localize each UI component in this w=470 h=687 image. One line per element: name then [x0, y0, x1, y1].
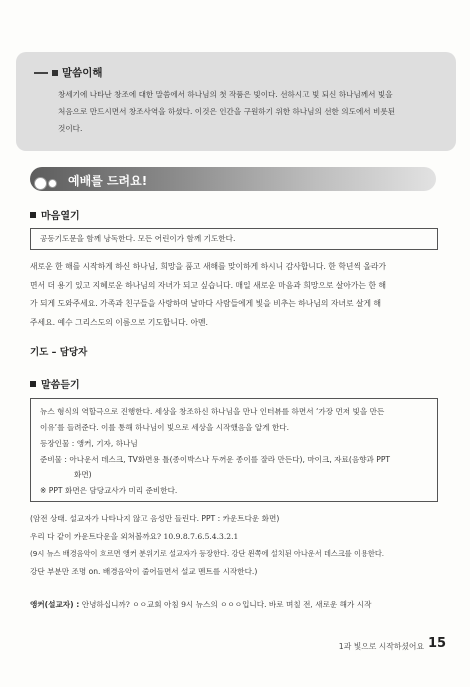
stage-direction: (9시 뉴스 배경음악이 흐르면 앵커 분위기로 설교자가 등장한다. 강단 왼쪽에 설치된 아나운서 데스크를 이용한다.	[30, 549, 385, 558]
skit-line: 뉴스 형식의 역할극으로 진행한다. 세상을 창조하신 하나님을 만나 인터뷰를 하면서 ‘가장 먼저 빛을 만든	[40, 407, 385, 416]
materials-line: 준비물 : 아나운서 데스크, TV화면용 틀(종이박스나 두꺼운 종이를 잘라 만든다), 마이크, 자료(음향과 PPT	[40, 455, 391, 464]
listening-heading	[30, 376, 80, 391]
word-understanding-heading	[34, 65, 103, 80]
anchor-label: 앵커(설교자) :	[30, 600, 80, 609]
paragraph-line: 것이다.	[58, 124, 83, 133]
skit-line: 이유’를 들려준다. 이를 통해 하나님이 빛으로 세상을 시작했음을 알게 한다.	[40, 423, 290, 432]
square-bullet-icon	[30, 381, 36, 387]
cast-line: 등장인물 : 앵커, 기자, 하나님	[40, 439, 138, 448]
circle-icon	[48, 179, 57, 188]
word-understanding-title: 말씀이해	[62, 67, 103, 79]
chapter-footer: 1과 빛으로 시작하셨어요	[338, 642, 424, 651]
word-understanding-text	[58, 86, 440, 137]
page-number: 15	[428, 636, 447, 651]
circle-icon	[34, 177, 47, 190]
common-prayer-text	[30, 258, 440, 332]
note-line: ※ PPT 화면은 담당교사가 미리 준비한다.	[40, 486, 178, 495]
materials-line-cont: 화면)	[74, 470, 92, 479]
prayer-line: 가 되게 도와주세요. 가족과 친구들을 사랑하며 날마다 사람들에게 빛을 비추는 하나님의 자녀로 살게 해	[30, 299, 382, 308]
prayer-line: 새로운 한 해를 시작하게 하신 하나님, 희망을 품고 새해를 맞이하게 하시니 감사합니다. 한 학년씩 올라가	[30, 262, 386, 271]
square-bullet-icon	[52, 70, 58, 76]
prayer-leader: 기도 – 담당자	[30, 347, 88, 358]
opening-heading	[30, 207, 80, 222]
worship-banner-title: 예배를 드려요!	[68, 174, 148, 188]
listening-heading-label: 말씀듣기	[41, 380, 80, 391]
opening-heading-label: 마음열기	[41, 211, 80, 222]
countdown-line: 우리 다 같이 카운트다운을 외쳐볼까요? 10.9.8.7.6.5.4.3.2.1	[30, 532, 239, 541]
instruction-text: 공동기도문을 함께 낭독한다. 모든 어린이가 함께 기도한다.	[40, 234, 236, 243]
dash-icon	[34, 72, 48, 74]
stage-direction: 강단 부분만 조명 on. 배경음악이 줄어들면서 설교 멘트를 시작한다.)	[30, 567, 258, 576]
paragraph-line: 처음으로 만드시면서 창조사역을 하셨다. 이것은 인간을 구원하기 위한 하나님의 선한 의도에서 비롯된	[58, 107, 396, 116]
prayer-line: 주세요. 예수 그리스도의 이름으로 기도합니다. 아멘.	[30, 317, 208, 327]
banner-dots	[34, 173, 58, 192]
anchor-speech: 안녕하십니까? ㅇㅇ교회 아침 9시 뉴스의 ㅇㅇㅇ입니다. 바로 며칠 전, 새로운 해가 시작	[81, 600, 372, 609]
anchor-line	[30, 599, 371, 610]
prayer-line: 면서 더 용기 있고 지혜로운 하나님의 자녀가 되고 싶습니다. 매일 새로운 마음과 희망으로 살아가는 한 해	[30, 280, 386, 290]
paragraph-line: 창세기에 나타난 창조에 대한 말씀에서 하나님의 첫 작품은 빛이다. 선하시고 빛 되신 하나님께서 빛을	[58, 90, 393, 99]
square-bullet-icon	[30, 212, 36, 218]
stage-direction: (암전 상태. 설교자가 나타나지 않고 음성만 들린다. PPT : 카운트다운 화면)	[30, 514, 280, 523]
